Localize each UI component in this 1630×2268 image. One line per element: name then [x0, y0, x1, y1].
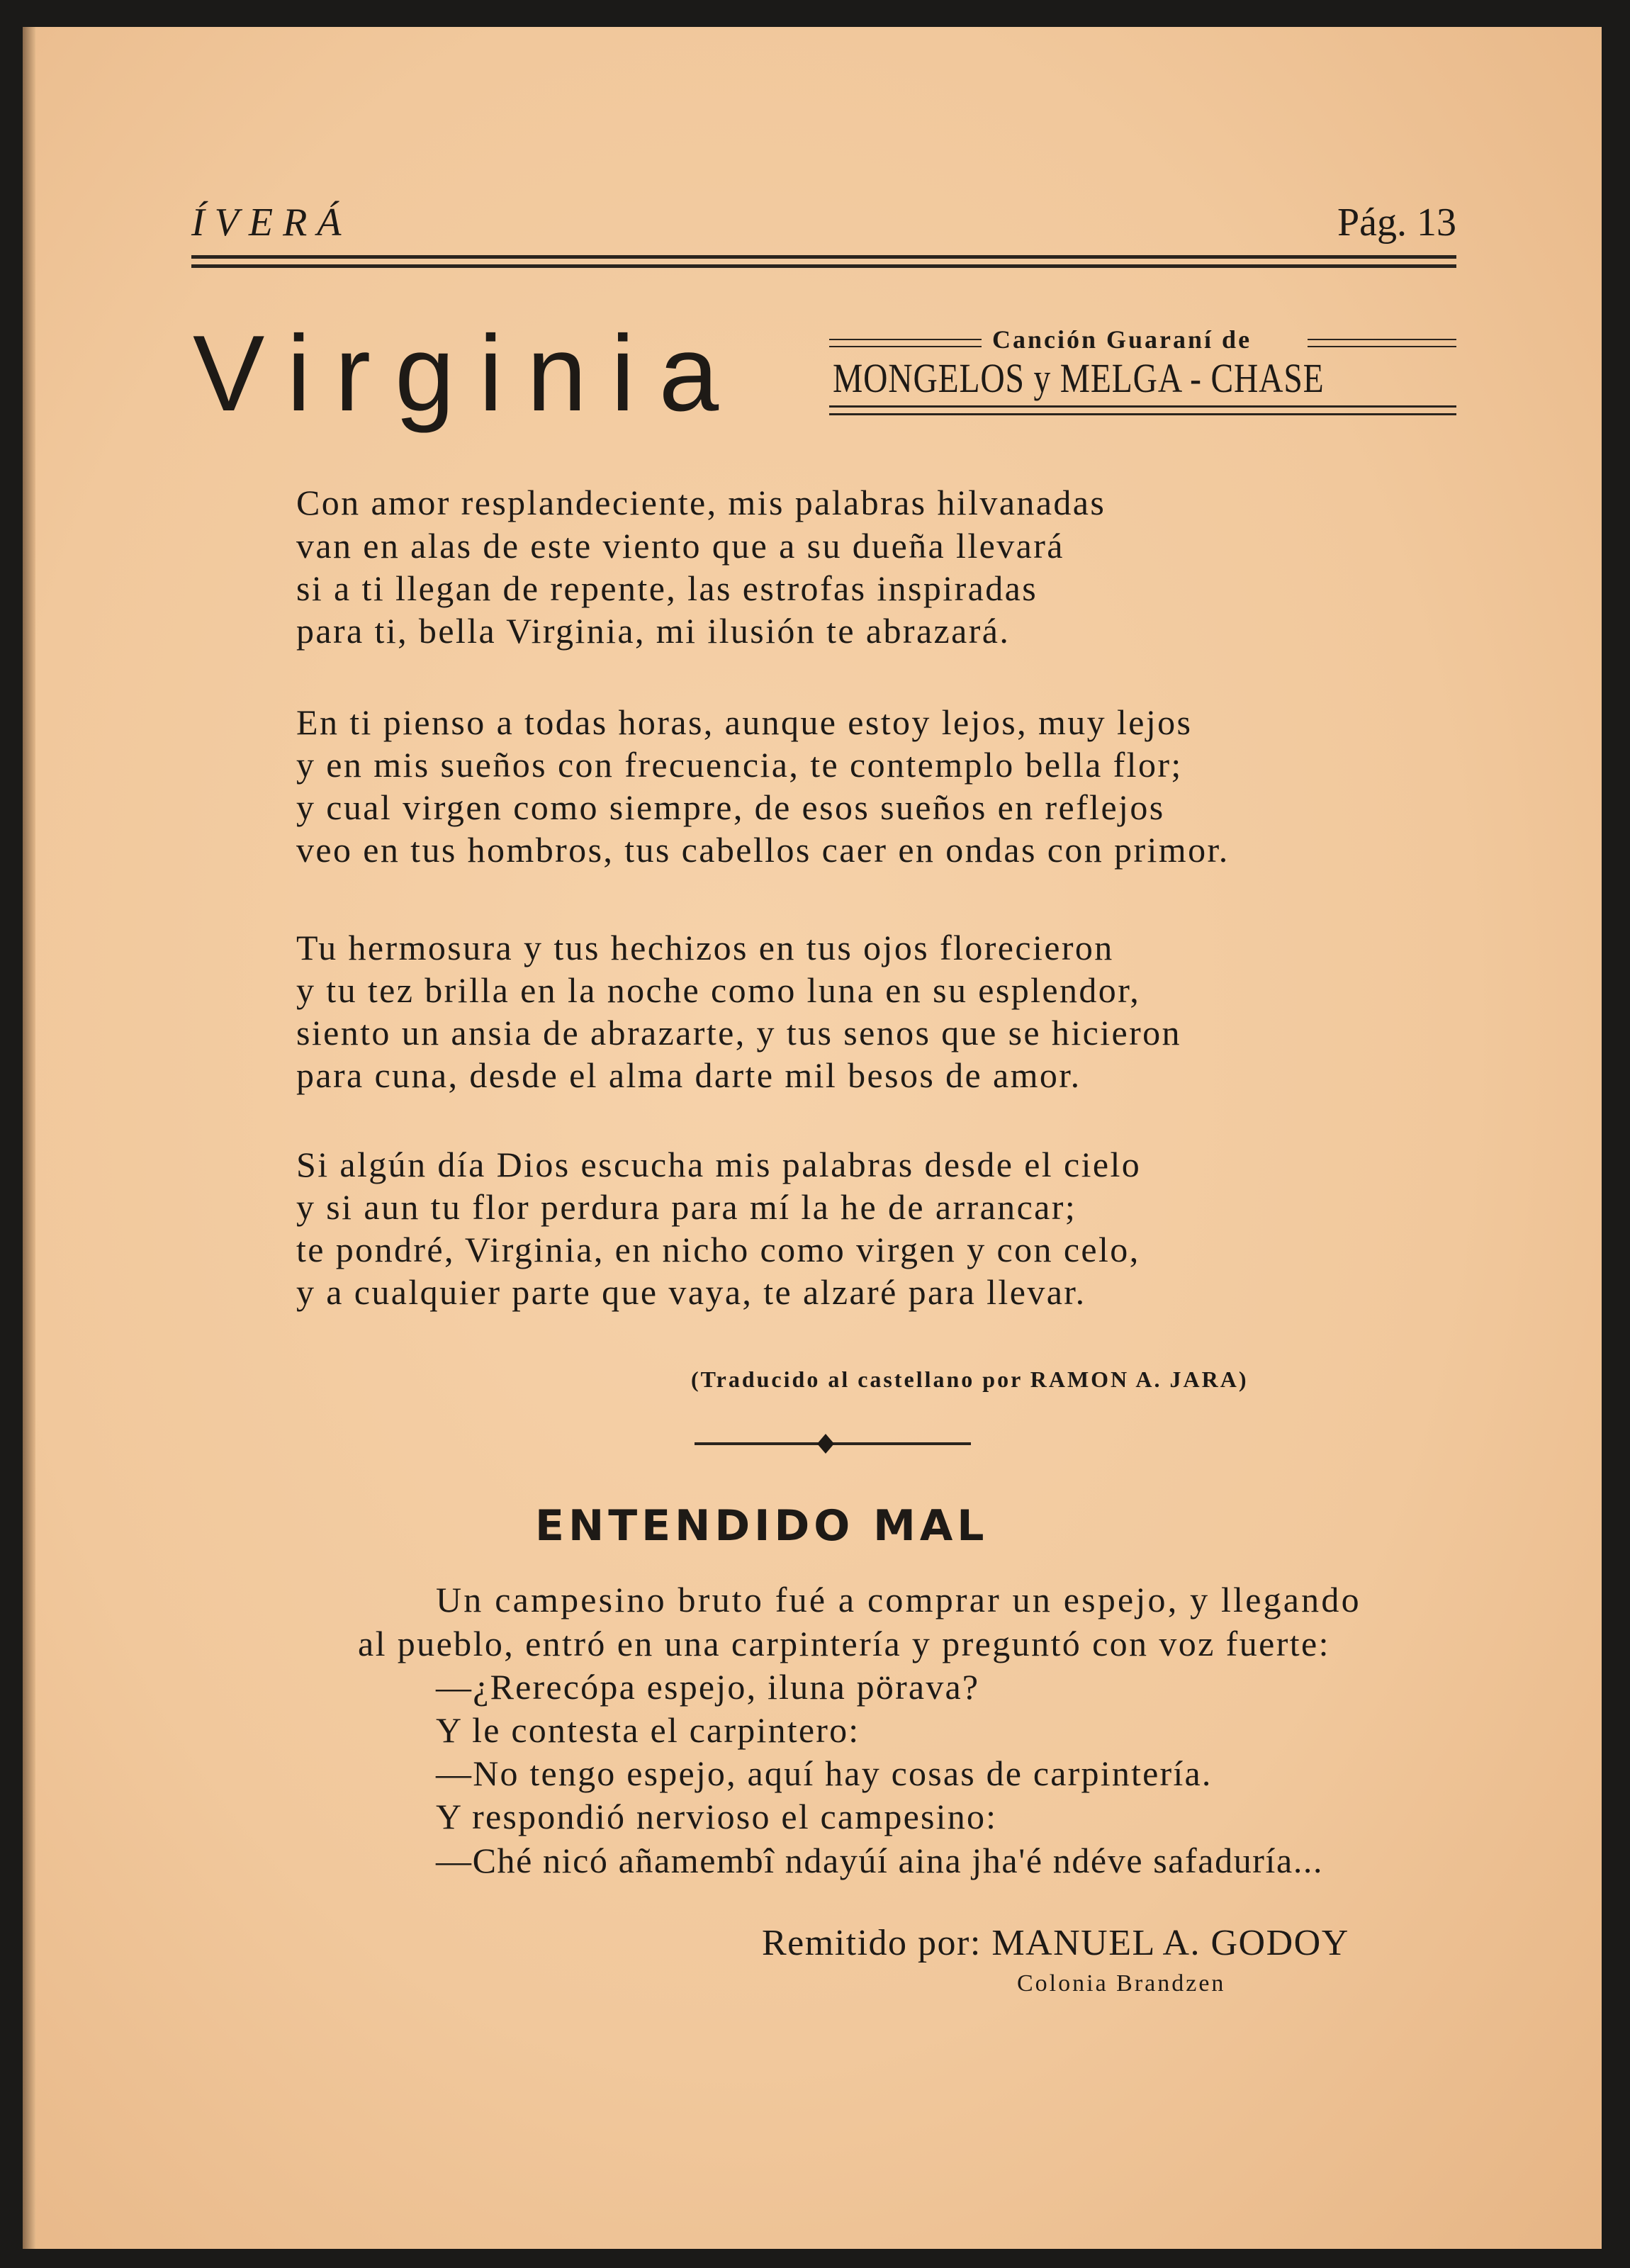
story-line: Y le contesta el carpintero:: [436, 1710, 860, 1750]
verse-line: para ti, bella Virginia, mi ilusión te abrazará.: [296, 611, 1011, 651]
subtitle-rule-right: [1308, 339, 1456, 340]
story-line: —No tengo espejo, aquí hay cosas de carpintería.: [436, 1753, 1213, 1793]
story-line: Y respondió nervioso el campesino:: [436, 1797, 998, 1836]
poem-subtitle: Canción Guaraní de: [992, 325, 1252, 354]
translation-credit: (Traducido al castellano por RAMON A. JARA): [691, 1366, 1249, 1392]
page-gutter-shadow: [23, 27, 35, 2249]
story-line: Un campesino bruto fué a comprar un espejo, y llegando: [436, 1580, 1361, 1619]
verse-line: te pondré, Virginia, en nicho como virgen y con celo,: [296, 1230, 1140, 1269]
story-title: ENTENDIDO MAL: [535, 1501, 989, 1551]
verse-line: van en alas de este viento que a su dueña llevará: [296, 526, 1064, 566]
verse-line: para cuna, desde el alma darte mil besos de amor.: [296, 1055, 1081, 1095]
verse-line: y en mis sueños con frecuencia, te contemplo bella flor;: [296, 745, 1183, 785]
story-sender: Remitido por: MANUEL A. GODOY: [762, 1923, 1349, 1963]
verse-line: y a cualquier parte que vaya, te alzaré para llevar.: [296, 1272, 1086, 1312]
verse-line: Tu hermosura y tus hechizos en tus ojos florecieron: [296, 928, 1114, 967]
verse-line: y tu tez brilla en la noche como luna en su esplendor,: [296, 970, 1141, 1010]
page-number: Pág. 13: [1337, 201, 1456, 245]
verse-line: Si algún día Dios escucha mis palabras desde el cielo: [296, 1145, 1142, 1184]
story-line: —¿Rerecópa espejo, iluna pörava?: [436, 1667, 980, 1707]
story-line: al pueblo, entró en una carpintería y preguntó con voz fuerte:: [358, 1624, 1330, 1663]
verse-line: Con amor resplandeciente, mis palabras hilvanadas: [296, 483, 1106, 522]
header-double-rule: [191, 255, 1456, 268]
ornament-divider: [691, 1432, 974, 1456]
verse-line: veo en tus hombros, tus cabellos caer en ondas con primor.: [296, 830, 1230, 870]
verse-line: y si aun tu flor perdura para mí la he de arrancar;: [296, 1187, 1077, 1227]
story-place: Colonia Brandzen: [1017, 1970, 1226, 1997]
verse-line: si a ti llegan de repente, las estrofas inspiradas: [296, 568, 1038, 608]
poem-title: Virginia: [193, 313, 743, 434]
authors-double-rule: [829, 405, 1456, 415]
verse-line: En ti pienso a todas horas, aunque estoy lejos, muy lejos: [296, 702, 1193, 742]
magazine-name: ÍVERÁ: [191, 201, 352, 245]
verse-line: siento un ansia de abrazarte, y tus senos que se hicieron: [296, 1013, 1181, 1052]
poem-authors: MONGELOS y MELGA - CHASE: [833, 355, 1325, 401]
verse-line: y cual virgen como siempre, de esos sueños en reflejos: [296, 787, 1165, 827]
story-line: —Ché nicó añamembî ndayúí aina jha'é ndéve safaduría...: [436, 1841, 1324, 1880]
subtitle-rule-left: [829, 339, 982, 340]
